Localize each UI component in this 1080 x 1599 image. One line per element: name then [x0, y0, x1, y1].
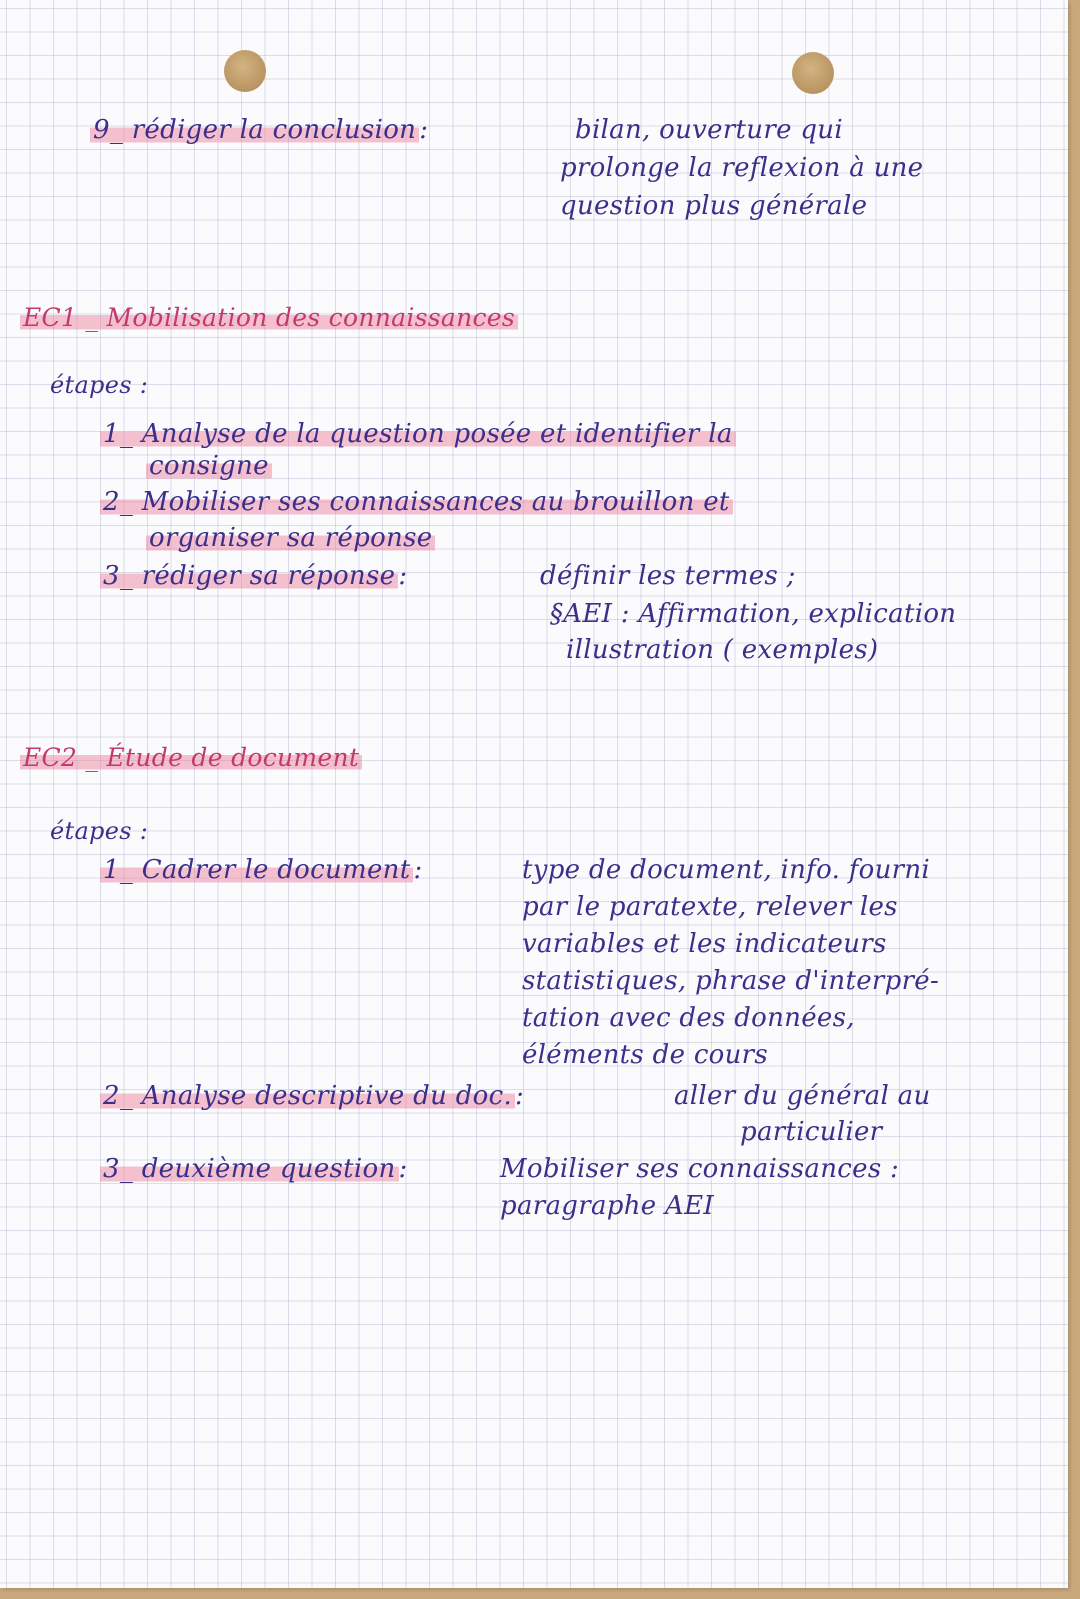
ec2-step2-line-1: aller du général au — [674, 1081, 931, 1111]
ec1-step3-line-2: §AEI : Affirmation, explication — [550, 599, 957, 629]
ec2-title: EC2 _ Étude de document — [20, 744, 362, 772]
punch-hole-left — [224, 50, 266, 92]
ec2-step1-line-4: statistiques, phrase d'interpré- — [522, 966, 940, 996]
ec2-step1-label: 1_ Cadrer le document — [100, 855, 413, 885]
ec2-step3-label: 3_ deuxième question — [100, 1154, 399, 1184]
conclusion-desc-line-2: prolonge la reflexion à une — [560, 153, 924, 183]
ec1-title: EC1 _ Mobilisation des connaissances — [20, 304, 518, 332]
ec2-step1-line-2: par le paratexte, relever les — [522, 892, 898, 922]
ec2-step1 — [100, 856, 423, 885]
ec1-step3-label: 3_ rédiger sa réponse — [100, 561, 398, 591]
ec1-step1-line-2: consigne — [146, 452, 272, 481]
conclusion-desc-line-3: question plus générale — [560, 191, 868, 221]
ec2-step2-label: 2_ Analyse descriptive du doc. — [100, 1081, 515, 1111]
ec1-step3-line-1: définir les termes ; — [540, 561, 796, 591]
ec2-step1-line-3: variables et les indicateurs — [522, 929, 887, 959]
conclusion-step — [90, 116, 428, 145]
ec1-steps-label: étapes : — [50, 371, 149, 399]
ec1-step3 — [100, 562, 407, 591]
conclusion-desc-line-1: bilan, ouverture qui — [575, 115, 843, 145]
ec2-step3-line-1: Mobiliser ses connaissances : — [500, 1154, 900, 1184]
ec1-step2-line-1: 2_ Mobiliser ses connaissances au brouillon et — [100, 488, 733, 517]
ec1-step1-line-1: 1_ Analyse de la question posée et identifier la — [100, 420, 736, 449]
ec2-step1-line-5: tation avec des données, — [522, 1003, 855, 1033]
ec1-step3-line-3: illustration ( exemples) — [566, 635, 879, 665]
ec2-step2 — [100, 1082, 524, 1111]
ec2-step1-line-1: type de document, info. fourni — [522, 855, 931, 885]
ec2-step2-sep: : — [515, 1081, 525, 1111]
ec2-step3-sep: : — [398, 1154, 408, 1184]
ec1-step3-sep: : — [398, 561, 408, 591]
ec2-step1-sep: : — [413, 855, 423, 885]
ec2-step1-line-6: éléments de cours — [522, 1040, 769, 1070]
conclusion-sep: : — [419, 115, 429, 145]
ec2-step3 — [100, 1155, 408, 1184]
ec1-step2-line-2: organiser sa réponse — [146, 524, 435, 553]
ec2-steps-label: étapes : — [50, 817, 149, 845]
punch-hole-right — [792, 52, 834, 94]
ec2-step2-line-2: particulier — [740, 1117, 883, 1147]
ec2-step3-line-2: paragraphe AEI — [500, 1191, 714, 1221]
conclusion-label: 9_ rédiger la conclusion — [90, 115, 419, 145]
